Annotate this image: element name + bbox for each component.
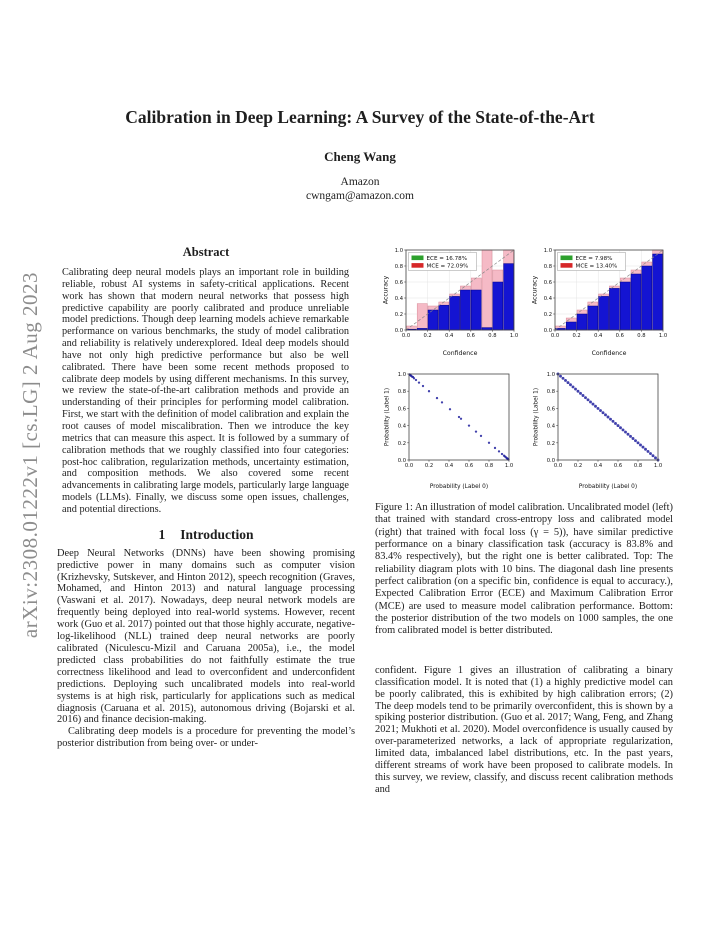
two-column-body (57, 243, 673, 796)
svg-text:0.0: 0.0 (553, 463, 562, 469)
svg-text:1.0: 1.0 (397, 372, 406, 378)
svg-text:0.4: 0.4 (397, 423, 406, 430)
svg-text:1.0: 1.0 (509, 333, 518, 339)
svg-text:0.8: 0.8 (636, 333, 646, 339)
svg-text:0.0: 0.0 (404, 463, 413, 469)
svg-text:0.2: 0.2 (394, 312, 403, 318)
section-heading-introduction (57, 527, 355, 543)
svg-text:1.0: 1.0 (543, 248, 552, 254)
svg-text:0.8: 0.8 (484, 463, 493, 469)
svg-text:0.4: 0.4 (546, 423, 555, 430)
svg-text:0.6: 0.6 (397, 406, 406, 413)
right-column (375, 243, 673, 796)
svg-text:0.0: 0.0 (397, 458, 406, 464)
author-name: Cheng Wang (324, 149, 396, 164)
svg-text:0.2: 0.2 (573, 463, 582, 469)
svg-text:0.4: 0.4 (543, 296, 552, 302)
svg-text:1.0: 1.0 (653, 463, 662, 469)
abstract-heading: Abstract (182, 245, 230, 259)
posterior-scatter-uncalibrated (382, 368, 518, 495)
svg-text:Accuracy: Accuracy (531, 275, 538, 305)
section-number: 1 (158, 526, 166, 542)
svg-text:0.8: 0.8 (546, 389, 555, 396)
svg-text:0.0: 0.0 (550, 333, 559, 339)
svg-text:ECE = 16.78%: ECE = 16.78% (426, 255, 467, 262)
svg-text:0.4: 0.4 (444, 333, 453, 339)
author-affiliation: Amazon (340, 176, 380, 188)
left-column (57, 243, 355, 796)
right-column-paragraph: confident. Figure 1 gives an illustration of calibrating a binary classification model. It is noted that (1) a highly predictive model can be poorly calibrated, this is exhibited by high calibration errors; (2) The deep models tend to be primarily overconfident, this is shown by a spiking posterior distribution. (Guo et al. 2017; Wang, Feng, and Zhang 2021; Mukhoti et al. 2020). Model overconfidence is usually caused by over-parameterized networks, a lack of appropriate regularization, limited data, imbalanced label distributions, etc. In the past years, different streams of work have been proposed to calibrate models. In this survey, we review, classify, and discuss recent calibration methods and (375, 664, 673, 795)
svg-text:0.8: 0.8 (394, 264, 403, 270)
svg-text:1.0: 1.0 (546, 372, 555, 378)
intro-paragraph-2: Calibrating deep models is a procedure for preventing the model’s posterior distribution from being over- or under- (57, 726, 355, 750)
svg-text:0.4: 0.4 (593, 333, 602, 339)
svg-text:Probability (Label 0): Probability (Label 0) (578, 484, 637, 490)
figure-1-caption: Figure 1: An illustration of model calibration. Uncalibrated model (left) that trained with standard cross-entropy loss and calibrated model (right) that trained with focal loss (γ = 5)), have similar predictive performance on a binary classification task (accuracy is 83.8% and 83.4% respectively), but the right one is better calibrated. Top: The reliability diagram plots with 10 bins. The diagonal dash line presents perfect calibration (on a specific bin, confidence is equal to accuracy.), Expected Calibration Error (ECE) and Maximum Calibration Error (MCE) are used to measure model calibration performance. Bottom: the posterior distribution of the two models on 1000 samples, the one from calibrated model is better distributed. (375, 502, 673, 637)
svg-text:0.6: 0.6 (466, 333, 475, 339)
svg-text:0.6: 0.6 (613, 463, 622, 469)
svg-text:1.0: 1.0 (504, 463, 513, 469)
svg-text:0.0: 0.0 (401, 333, 410, 339)
svg-text:MCE = 13.40%: MCE = 13.40% (575, 263, 617, 270)
svg-text:0.2: 0.2 (422, 333, 432, 339)
svg-text:0.8: 0.8 (487, 333, 497, 339)
svg-text:0.6: 0.6 (394, 280, 403, 286)
reliability-diagram-calibrated (530, 245, 668, 362)
svg-text:0.4: 0.4 (394, 296, 403, 302)
svg-text:Probability (Label 1): Probability (Label 1) (384, 387, 390, 447)
svg-text:1.0: 1.0 (658, 333, 667, 339)
svg-text:0.0: 0.0 (546, 458, 555, 464)
svg-text:0.0: 0.0 (543, 328, 552, 334)
figure-1-charts (375, 245, 673, 495)
posterior-scatter-calibrated (531, 368, 667, 495)
intro-paragraph-1: Deep Neural Networks (DNNs) have been showing promising predictive power in many domains such as computer vision (Krizhevsky, Sutskever, and Hinton 2012), speech recognition (Graves, Mohamed, and Hinton 2013) and natural language processing (Vaswani et al. 2017). Nowadays, deep neural network models are frequently being deployed into real-world systems. However, recent work (Guo et al. 2017) pointed out that those highly accurate, negative-log-likelihood (NLL) trained deep neural networks are poorly calibrated (Niculescu-Mizil and Caruana 2005a), i.e., the model predicted class probabilities do not faithfully estimate the true correctness likelihood and lead to overconfident and underconfident predictions. Deploying such uncalibrated models into real-world systems is at high risk, particularly for applications such as medical diagnosis (Caruana et al. 2015), autonomous driving (Bojarski et al. 2016) and finance decision-making. (57, 547, 355, 726)
svg-text:Accuracy: Accuracy (382, 275, 389, 305)
svg-text:0.8: 0.8 (397, 389, 406, 396)
svg-text:0.4: 0.4 (444, 463, 453, 469)
svg-text:1.0: 1.0 (394, 248, 403, 254)
svg-text:0.6: 0.6 (543, 280, 552, 286)
svg-text:0.4: 0.4 (593, 463, 602, 469)
reliability-diagram-uncalibrated (381, 245, 519, 362)
svg-text:0.8: 0.8 (543, 264, 552, 270)
svg-text:Probability (Label 1): Probability (Label 1) (533, 387, 539, 447)
svg-text:Confidence: Confidence (591, 350, 626, 357)
svg-text:0.0: 0.0 (394, 328, 403, 334)
paper-title: Calibration in Deep Learning: A Survey of the State-of-the-Art (125, 107, 595, 127)
arxiv-watermark: arXiv:2308.01222v1 [cs.LG] 2 Aug 2023 (18, 271, 42, 639)
svg-text:MCE = 72.09%: MCE = 72.09% (426, 263, 468, 270)
svg-text:0.2: 0.2 (397, 440, 406, 447)
svg-text:0.2: 0.2 (543, 312, 552, 318)
figure-1 (375, 245, 673, 638)
svg-text:0.2: 0.2 (424, 463, 433, 469)
author-email: cwngam@amazon.com (306, 190, 414, 202)
svg-text:0.2: 0.2 (546, 440, 555, 447)
svg-text:0.6: 0.6 (546, 406, 555, 413)
svg-text:Probability (Label 0): Probability (Label 0) (429, 484, 488, 490)
svg-text:0.6: 0.6 (615, 333, 624, 339)
abstract-text: Calibrating deep neural models plays an important role in building reliable, robust AI systems in safety-critical applications. Recent work has shown that modern neural networks that possess high predictive capability are poorly calibrated and produce unreliable model predictions. Though deep learning models achieve remarkable performance on various benchmarks, the study of model calibration and reliability is relatively underexplored. Ideal deep models should have not only high predictive performance but also be well calibrated. There have been some recent methods proposed to calibrate deep models by using different mechanisms. In this survey, we review the state-of-the-art calibration methods and provide an understanding of their principles for performing model calibration. First, we start with the definition of model calibration and explain the root causes of model miscalibration. Then we introduce the key metrics that can measure this aspect. It is followed by a summary of calibration methods that we roughly classified into four categories: post-hoc calibration, regularization methods, uncertainty estimation, and composition methods. We also covered some recent advancements in calibrating large models, particularly large language models (LLMs). Finally, we discuss some open issues, challenges, and potential directions. (62, 267, 349, 515)
svg-text:Confidence: Confidence (442, 350, 477, 357)
svg-text:0.6: 0.6 (464, 463, 473, 469)
section-title: Introduction (180, 526, 254, 542)
svg-text:0.8: 0.8 (633, 463, 642, 469)
svg-text:0.2: 0.2 (571, 333, 581, 339)
svg-text:ECE = 7.98%: ECE = 7.98% (575, 255, 612, 262)
